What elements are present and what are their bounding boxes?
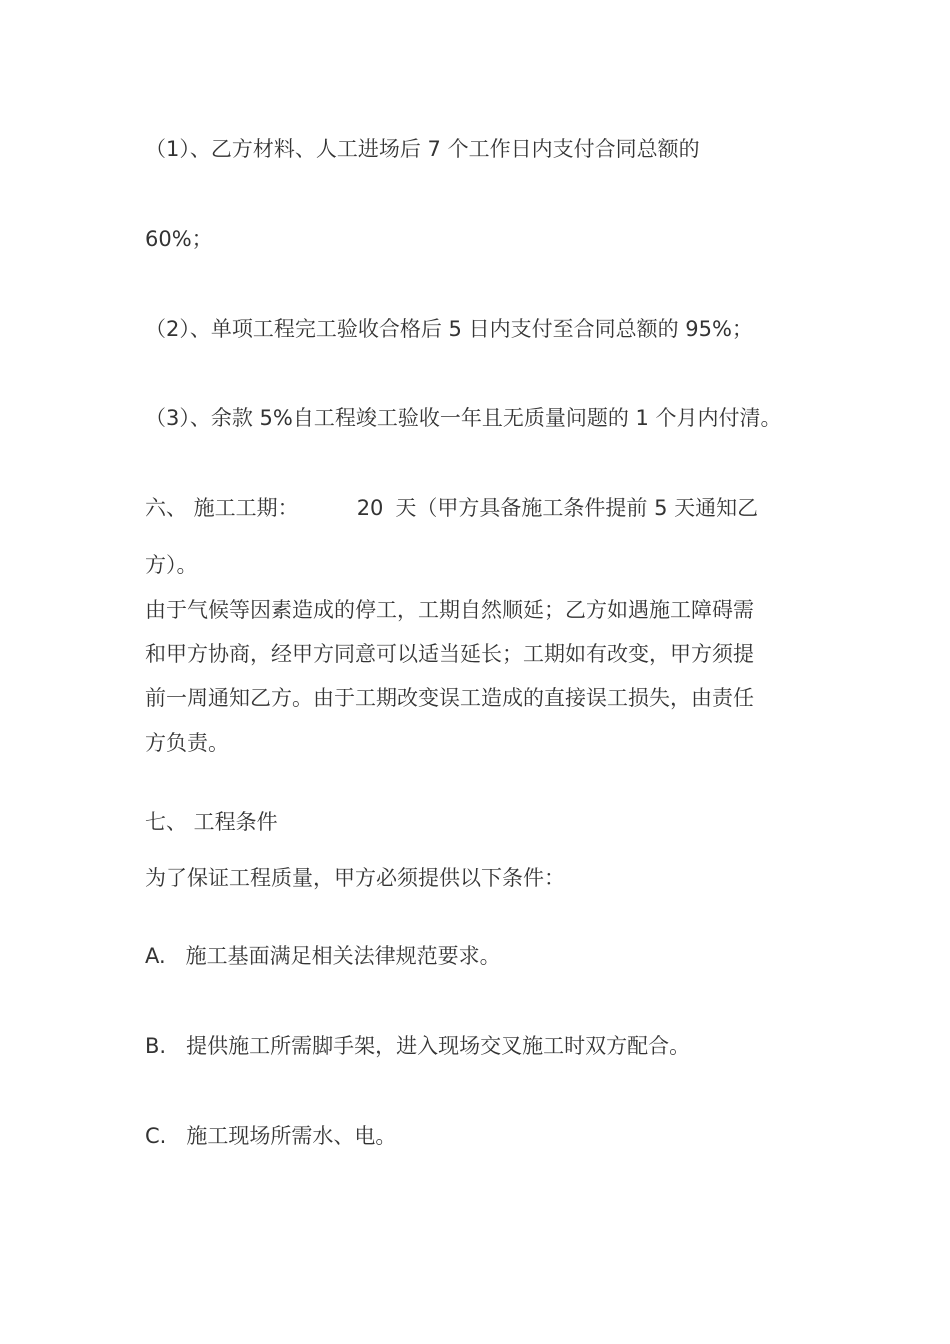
conditions-heading: 七、 工程条件 — [145, 810, 278, 834]
payment-item-2: （2）、单项工程完工验收合格后 5 日内支付至合同总额的 95%； — [145, 317, 753, 341]
schedule-paragraph-line: 和甲方协商，经甲方同意可以适当延长；工期如有改变，甲方须提 — [145, 642, 754, 666]
payment-item-1-line-1: （1）、乙方材料、人工进场后 7 个工作日内支付合同总额的 — [145, 137, 700, 161]
schedule-heading-prefix: 六、 施工工期： — [145, 496, 299, 520]
schedule-paragraph-line: 方负责。 — [145, 731, 229, 755]
schedule-heading-line-2: 方）。 — [145, 553, 198, 577]
schedule-heading-line-1 — [145, 494, 758, 522]
condition-item-b — [145, 1032, 690, 1060]
condition-marker: A. — [145, 944, 166, 968]
condition-text: 施工现场所需水、电。 — [186, 1124, 397, 1148]
condition-text: 施工基面满足相关法律规范要求。 — [185, 944, 501, 968]
schedule-paragraph-line: 前一周通知乙方。由于工期改变误工造成的直接误工损失，由责任 — [145, 686, 754, 710]
condition-marker: B. — [145, 1034, 167, 1058]
schedule-heading-suffix: 天（甲方具备施工条件提前 5 天通知乙 — [395, 496, 759, 520]
condition-text: 提供施工所需脚手架，进入现场交叉施工时双方配合。 — [186, 1034, 691, 1058]
payment-item-3: （3）、余款 5%自工程竣工验收一年且无质量问题的 1 个月内付清。 — [145, 406, 782, 430]
condition-item-c — [145, 1122, 396, 1150]
condition-item-a — [145, 942, 501, 970]
schedule-paragraph-line: 由于气候等因素造成的停工，工期自然顺延；乙方如遇施工障碍需 — [145, 598, 754, 622]
conditions-intro: 为了保证工程质量，甲方必须提供以下条件： — [145, 866, 565, 890]
schedule-days-value: 20 — [356, 496, 384, 520]
condition-marker: C. — [145, 1124, 167, 1148]
payment-item-1-line-2: 60%； — [145, 227, 213, 251]
